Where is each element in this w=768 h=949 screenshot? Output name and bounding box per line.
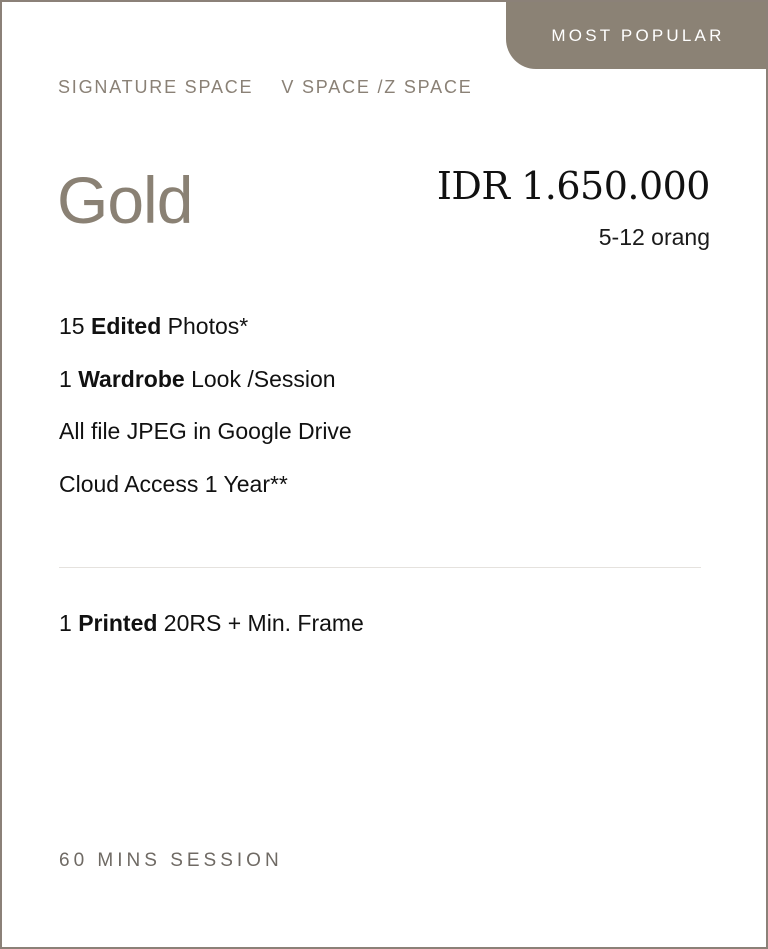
badge-label: MOST POPULAR	[551, 25, 725, 45]
feature-text: 1	[59, 365, 79, 392]
space-signature: SIGNATURE SPACE	[58, 77, 254, 97]
feature-item	[59, 363, 352, 416]
feature-item	[59, 468, 352, 521]
feature-item	[59, 310, 352, 363]
divider	[59, 567, 701, 568]
extra-text: 1	[59, 610, 79, 636]
feature-text: Look /Session	[184, 365, 336, 392]
most-popular-badge	[506, 2, 766, 69]
feature-text: Photos*	[161, 313, 249, 339]
feature-text: 15	[59, 313, 91, 339]
feature-text: Cloud Access 1 Year**	[59, 470, 288, 497]
plan-name: Gold	[57, 163, 193, 237]
space-list	[58, 77, 473, 98]
feature-item	[59, 415, 352, 468]
plan-price: IDR 1.650.000	[436, 164, 710, 208]
extra-text: 20RS + Min. Frame	[157, 610, 364, 636]
feature-highlight: Wardrobe	[78, 365, 185, 392]
feature-text: All file JPEG in Google Drive	[59, 418, 352, 444]
feature-list	[59, 310, 352, 520]
plan-capacity: 5-12 orang	[598, 224, 710, 250]
space-v-z: V SPACE /Z SPACE	[281, 77, 473, 97]
extra-highlight: Printed	[78, 610, 158, 636]
session-duration: 60 MINS SESSION	[59, 850, 283, 871]
extra-feature	[59, 607, 364, 640]
feature-highlight: Edited	[90, 313, 162, 339]
